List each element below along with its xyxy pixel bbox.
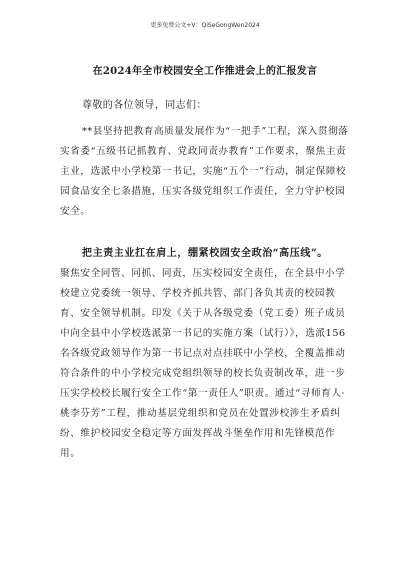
document-title: 在2024年全市校园安全工作推进会上的汇报发言 <box>92 66 318 77</box>
paragraph-2 <box>60 244 350 464</box>
paragraph-2-text: 聚焦安全同管、同抓、同责，压实校园安全责任，在全县中小学校建立党委统一领导、学校齐抓共管、部门各负其责的校园教育、安全领导机制。印发《关于从各级党委（党工委）班子成员中向全县中小学校选派第一书记的实施方案（试行）》，选派156名各级党政领导作为第一书记点对点挂联中小学校，全覆盖推动符合条件的中小学校完成党组织领导的校长负责制改革，进一步压实学校校长履行安全工作“第一责任人”职责。通过“寻师育人·桃李芬芳”工程，推动基层党组织和党员在处置涉校涉生矛盾纠纷、维护校园安全稳定等方面发挥战斗堡垒作用和先锋模范作用。 <box>60 268 346 459</box>
salutation: 尊敬的各位领导，同志们： <box>82 100 207 111</box>
paragraph-2-heading: 把主责主业扛在肩上，绷紧校园安全政治“高压线”。 <box>82 248 328 259</box>
paragraph-1 <box>60 122 350 222</box>
paragraph-1-text: **县坚持把教育高质量发展作为“一把手”工程，深入贯彻落实省委“五级书记抓教育、党政同责办教育”工作要求，聚焦主责主业，选派中小学校第一书记，实施“五个一”行动，制定保障校园食品安全七条措施，压实各级党组织工作责任，全力守护校园安全。 <box>60 126 349 217</box>
header-banner: 更多免费公文+V：QiSeGongWen2024 <box>150 22 260 29</box>
